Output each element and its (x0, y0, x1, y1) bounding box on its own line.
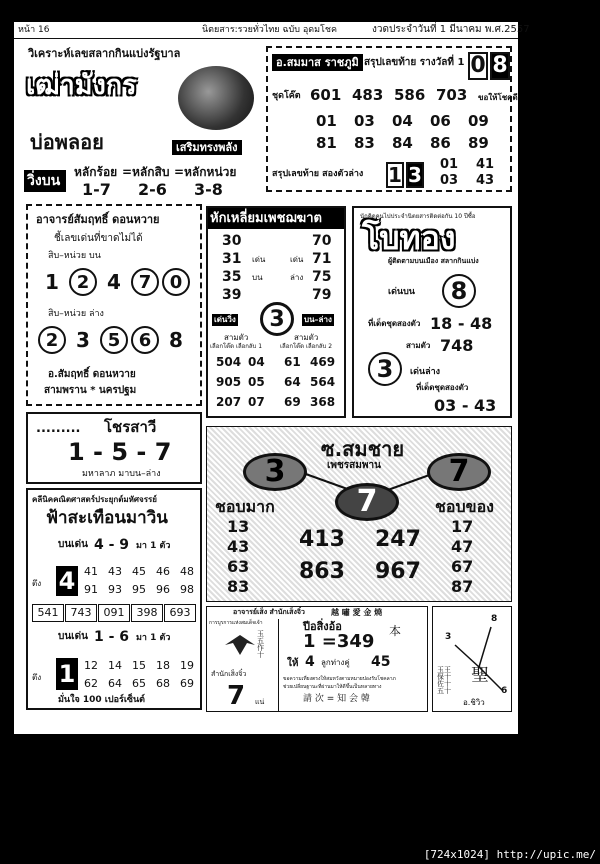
s8-left-2: 43 (227, 537, 250, 556)
s2-digit-2: 8 (490, 52, 510, 80)
s7-three-5: 693 (164, 604, 196, 622)
s3-bot-num-5: 8 (169, 328, 183, 352)
s7-caption: คลีนิคคณิตศาสตร์ประยุกต์มหัศจรรย์ (32, 495, 157, 504)
s2-set-num-2: 483 (352, 86, 384, 104)
newspaper-page (14, 22, 530, 734)
s5-three-label: สามตัว (406, 341, 431, 350)
s10-cn: 玉王 保十 佐十 五十 (437, 666, 451, 695)
s7-r2: 1 - 6 (94, 629, 130, 645)
s7-row1-1: 41 (84, 565, 98, 578)
s2-two-digit-1: 1 (386, 162, 404, 188)
s4-mid-right: บน–ล่าง (304, 315, 332, 324)
s5-three-val: 748 (440, 336, 474, 355)
s2-pair-4: 43 (476, 173, 495, 188)
s5-circle: 3 (368, 352, 402, 386)
s2-two-label: สรุปเลขท้าย สองตัวล่าง (272, 169, 364, 179)
s7-row4-5: 69 (180, 677, 194, 690)
s7-row1-4: 46 (156, 565, 170, 578)
s10-glyph: 聖 (471, 665, 489, 686)
s2-row2-3: 84 (392, 134, 413, 152)
s9-l1-num: 4 (305, 654, 315, 670)
section-chorsawi (26, 412, 202, 484)
s7-tiny: ตึง (32, 579, 42, 588)
s7-row2 (84, 584, 202, 598)
s3-top-num-4: 7 (131, 268, 159, 296)
s4-left-3: 35 (222, 269, 242, 285)
s8-right-col (451, 519, 491, 603)
s3-top-num-3: 4 (107, 270, 121, 294)
s2-set-num-1: 601 (310, 86, 342, 104)
s3-sub: ชี้เลขเด่นที่ขาดไม่ได้ (54, 233, 143, 244)
s1-eq-1: = (122, 165, 133, 179)
header-rule (14, 38, 518, 39)
s9-left-panel (207, 619, 279, 711)
s3-top-numbers (38, 268, 198, 296)
page-number: หน้า 16 (18, 25, 50, 35)
s2-teacher: อ.สมมาส ราชภูมิ (272, 54, 363, 71)
s7-row4-2: 64 (108, 677, 122, 690)
s4-left-4: 39 (222, 287, 242, 303)
section-sommas (266, 46, 518, 192)
s2-two-digit-2: 3 (406, 162, 424, 188)
s8-left-1: 13 (227, 517, 250, 536)
s8-mid-2: 247 (375, 527, 421, 552)
s4-note-left: เลือกโต๊ด เลือกลับ 1 (210, 343, 263, 350)
s7-r1: 4 - 9 (94, 537, 130, 553)
s9-l1: ให้ (287, 658, 299, 669)
s3-bot-num-4: 6 (131, 326, 159, 354)
s2-lucky: ขอให้โชคดี (478, 93, 518, 102)
s4-grid (210, 354, 344, 416)
s4-grid-r2c2: 05 (248, 375, 265, 389)
section-botong (352, 206, 512, 418)
s6-dots: ......... (36, 421, 81, 436)
s9-l1-pair: 45 (371, 654, 391, 670)
s8-left-4: 83 (227, 577, 250, 596)
s7-hit: 4 (56, 566, 78, 596)
s7-l2: บนเด่น (58, 631, 88, 642)
s8-circle-2: 7 (335, 483, 399, 521)
s4-grid-r1c3: 61 (284, 355, 301, 369)
s2-pair-2: 41 (476, 157, 495, 172)
s1-label-hundreds: หลักร้อย (74, 165, 118, 179)
s7-row2-5: 98 (180, 583, 194, 596)
s1-eq-2: = (174, 165, 185, 179)
s4-left-side-3: บน (252, 273, 263, 282)
s4-grid-r3c1: 207 (216, 395, 242, 409)
s4-right-1: 70 (312, 233, 332, 249)
s3-bottom-label: สิบ–หน่วย ล่าง (48, 309, 104, 319)
s7-tiny-2: ตึง (32, 673, 42, 682)
s2-row2-2: 83 (354, 134, 375, 152)
s3-top-num-2: 2 (69, 268, 97, 296)
s5-pair-1: 18 - 48 (430, 314, 493, 333)
s8-right-1: 17 (451, 517, 474, 536)
s7-row2-1: 91 (84, 583, 98, 596)
section-seng (206, 606, 428, 712)
footer-bar: [724x1024] http://upic.me/ (0, 846, 600, 864)
magazine-name: นิตยสาร:รวยทั่วไทย ฉบับ อุดมโชค (202, 25, 337, 35)
s9-cn-side: 玉五 作 十 (257, 630, 264, 659)
s7-row1-3: 45 (132, 565, 146, 578)
s8-mid-1: 413 (299, 527, 345, 552)
dragon-head-icon (178, 66, 254, 130)
s8-logo: ซ.สมชาย (321, 437, 405, 461)
s9-head: ปีอสิ่งอ้อ (303, 620, 342, 633)
s2-summary: สรุปเลขท้าย รางวัลที่ 1 (364, 57, 465, 68)
s3-bot-num-2: 3 (76, 328, 90, 352)
s4-left-2: 31 (222, 251, 242, 267)
s1-label-units: หลักหน่วย (184, 165, 237, 179)
s7-foot: มั่นใจ 100 เปอร์เซ็นต์ (58, 695, 146, 705)
s9-cn-2: 本 (389, 624, 402, 638)
section-somchai (206, 426, 512, 602)
s5-sub: ผู้ติดตามบนเมือง สลากกินแบ่ง (388, 257, 479, 265)
s4-left-1: 30 (222, 233, 242, 249)
s9-num-label: แน่ (255, 698, 265, 706)
s3-bottom-numbers (38, 326, 198, 354)
s3-title: อาจารย์สัมฤทธิ์ ดอนหวาย (36, 213, 160, 226)
s4-grid-r2c4: 564 (310, 375, 336, 389)
s8-mid-3: 863 (299, 559, 345, 584)
s10-n6: 6 (501, 686, 508, 696)
s7-three-1: 541 (32, 604, 64, 622)
s7-row2-4: 96 (156, 583, 170, 596)
s7-title: ฟ้าสะเทือนมาวิน (46, 508, 168, 528)
s2-row2-5: 89 (468, 134, 489, 152)
s9-temple: สำนักเส็งจิ๋ว (211, 670, 247, 678)
s7-row3-1: 12 (84, 659, 98, 672)
s4-right-4: 79 (312, 287, 332, 303)
s9-num: 7 (227, 681, 246, 711)
s2-set-num-4: 703 (436, 86, 468, 104)
s1-tag: เสริมทรงพลัง (172, 140, 242, 155)
s7-row3-3: 15 (132, 659, 146, 672)
s3-bot-num-1: 2 (38, 326, 66, 354)
s7-row3-4: 18 (156, 659, 170, 672)
s7-three-3: 091 (98, 604, 130, 622)
s4-grid-r1c4: 469 (310, 355, 336, 369)
s7-row1-5: 48 (180, 565, 194, 578)
s7-row2-2: 93 (108, 583, 122, 596)
s4-title: หักเหลี่ยมเพชฌฆาต (208, 208, 344, 229)
s1-value-tens: 2-6 (138, 180, 167, 199)
s7-row3 (84, 660, 202, 674)
s7-m1: มา 1 ตัว (136, 541, 171, 551)
s8-right-4: 87 (451, 577, 474, 596)
eagle-icon (223, 631, 257, 659)
s2-digit-1: 0 (468, 52, 488, 80)
s6-nums: 1 - 5 - 7 (68, 438, 172, 466)
s8-left-3: 63 (227, 557, 250, 576)
s7-l1: บนเด่น (58, 539, 88, 550)
s4-sub-left: สามตัว (224, 333, 249, 342)
s7-three-2: 743 (65, 604, 97, 622)
s8-right-3: 67 (451, 557, 474, 576)
s9-cn-1: 越 嘯 愛 金 燒 (331, 608, 383, 617)
s2-set-label: ชุดโค๊ต (272, 91, 301, 101)
s7-hit-2: 1 (56, 658, 78, 690)
section-samrit (26, 204, 202, 406)
s9-left-cap: การบูรการแห่งสมเด็จเจ้า (209, 620, 263, 626)
s7-three-row (32, 604, 200, 622)
s8-mid-4: 967 (375, 559, 421, 584)
s7-row1 (84, 566, 202, 580)
s3-top-num-5: 0 (162, 268, 190, 296)
s8-circle-3: 7 (427, 453, 491, 491)
s4-right-3: 75 (312, 269, 332, 285)
s4-grid-r2c3: 64 (284, 375, 301, 389)
s2-row1-1: 01 (316, 112, 337, 130)
s4-note-right: เลือกโต๊ด เลือกลับ 2 (280, 343, 333, 350)
s7-row1-2: 43 (108, 565, 122, 578)
s7-row4 (84, 678, 202, 692)
s8-left-head: ชอบมาก (215, 497, 275, 516)
s4-grid-r3c3: 69 (284, 395, 301, 409)
s7-row4-4: 68 (156, 677, 170, 690)
s4-center: 3 (260, 302, 294, 336)
s5-pair-label: ที่เด็ดชุดสองตัว (368, 319, 421, 328)
s5-run-top: เด่นบน (388, 287, 415, 297)
s4-sub-right: สามตัว (294, 333, 319, 342)
s5-logo: โบทอง (362, 219, 456, 257)
s3-bot-num-3: 5 (100, 326, 128, 354)
s9-l1-text: ลูกท่างคู่ (321, 658, 350, 667)
s8-circle-1: 3 (243, 453, 307, 491)
s3-sign-1: อ.สัมฤทธิ์ ดอนหวาย (48, 369, 136, 380)
s4-right-side-2: เด่น (290, 255, 304, 264)
s4-grid-r2c1: 905 (216, 375, 242, 389)
s5-caption: นักคิดคนไปประจำนิตยสารติดต่อกัน 10 ปีซื้อ (360, 213, 476, 220)
s9-signature: 請 次 = 知 会 韓 (303, 694, 370, 704)
s2-set-num-3: 586 (394, 86, 426, 104)
s1-label-tens: หลักสิบ (132, 165, 170, 179)
s7-m2: มา 1 ตัว (136, 633, 171, 643)
s10-n8: 8 (491, 614, 498, 624)
s4-right-side-3: ล่าง (290, 273, 304, 282)
s10-n3: 3 (445, 632, 452, 642)
section-old-dragon (24, 44, 256, 198)
s3-top-num-1: 1 (45, 270, 59, 294)
s4-grid-r3c2: 07 (248, 395, 265, 409)
s5-pair2-label: ที่เด็ดชุดสองตัว (416, 383, 469, 392)
s7-three-4: 398 (131, 604, 163, 622)
s10-signature: อ.ชิวิว (463, 698, 485, 707)
s7-row4-1: 62 (84, 677, 98, 690)
s9-eq: 1 =349 (303, 631, 375, 652)
s4-mid-left: เด่นวิ่ง (214, 315, 236, 324)
s8-right-head: ชอบของ (435, 497, 494, 516)
s2-row1-3: 04 (392, 112, 413, 130)
s5-big-1: 8 (442, 274, 476, 308)
s8-mid-grid (299, 529, 429, 589)
s3-sign-2: สามพราน * นครปฐม (44, 385, 137, 396)
s7-row3-2: 14 (108, 659, 122, 672)
s6-title: โชรสาวี (104, 418, 157, 436)
s4-left-side-2: เด่น (252, 255, 266, 264)
s4-grid-r3c4: 368 (310, 395, 336, 409)
s2-row1-4: 06 (430, 112, 451, 130)
s6-sub: มหาลาภ มาบน–ล่าง (82, 469, 161, 479)
s9-tiny-2: ช่วยเปลี่ยนฐานะที่ผ่านมาให้ดีขึ้นเป็นหลายทาง (283, 684, 382, 690)
s4-right-2: 71 (312, 251, 332, 267)
s2-row2-4: 86 (430, 134, 451, 152)
section-fasathuean (26, 488, 202, 710)
s8-right-2: 47 (451, 537, 474, 556)
section-diamond (206, 206, 346, 418)
s7-row3-5: 19 (180, 659, 194, 672)
s1-sticker: วิ่งบน (24, 170, 66, 192)
s5-pair-2: 03 - 43 (434, 396, 497, 415)
s8-sub: เพชรสมพาน (327, 460, 381, 471)
section-diagram (432, 606, 512, 712)
s9-caption: อาจารย์เส็ง สำนักเส็งจิ๋ว (233, 608, 305, 616)
s1-line1: วิเคราะห์เลขสลากกินแบ่งรัฐบาล (28, 47, 181, 60)
s4-grid-r1c1: 504 (216, 355, 242, 369)
s5-run-bottom: เด่นล่าง (410, 367, 441, 377)
s7-row2-3: 95 (132, 583, 146, 596)
s3-top-label: สิบ–หน่วย บน (48, 251, 101, 261)
s2-row1-5: 09 (468, 112, 489, 130)
s8-left-col (227, 519, 267, 603)
s4-columns (208, 232, 344, 306)
s2-row2-1: 81 (316, 134, 337, 152)
s7-row4-3: 65 (132, 677, 146, 690)
s2-row1-2: 03 (354, 112, 375, 130)
draw-date: งวดประจำวันที่ 1 มีนาคม พ.ศ.2557 (372, 24, 530, 35)
s9-tiny: ขอความเที่ยงตรงให้สมหวังตามหมายปองรับโชคลาภ (283, 676, 396, 682)
s2-pair-1: 01 (440, 157, 459, 172)
s4-grid-r1c2: 04 (248, 355, 265, 369)
s1-value-units: 3-8 (194, 180, 223, 199)
s2-pair-3: 03 (440, 173, 459, 188)
s1-value-hundreds: 1-7 (82, 180, 111, 199)
s1-sub: บ่อพลอย (30, 130, 104, 154)
s1-logo: เฒ่ามังกร (26, 70, 137, 101)
